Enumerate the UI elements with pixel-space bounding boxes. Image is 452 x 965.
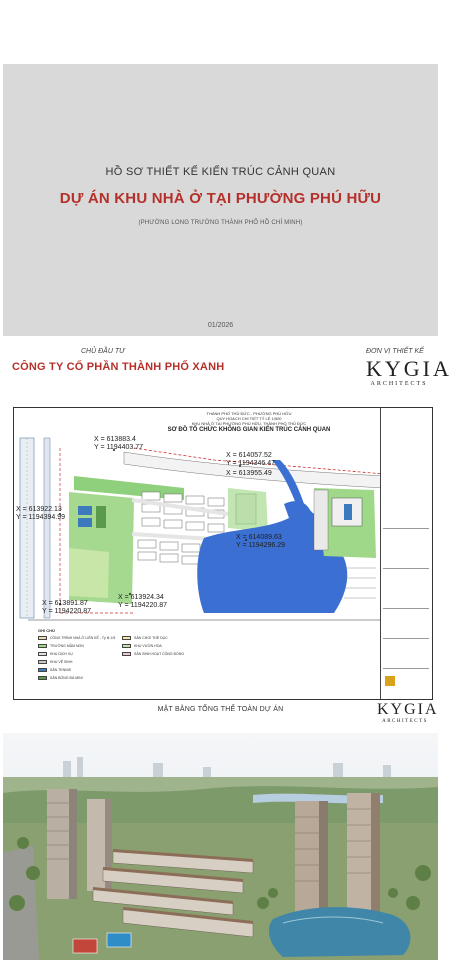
cover-date: 01/2026 [207,322,234,329]
legend-item: SÂN TENNIS [38,666,138,674]
designer-label: ĐƠN VỊ THIẾT KẾ [366,348,424,355]
legend-item: KHU VƯỜN HOA [122,642,222,650]
plan-sheet-header [134,411,364,434]
legend-item: CÔNG TRÌNH NHÀ Ở LIÊN KẾ - Tỷ lệ 1/5 [38,634,138,642]
aerial-render [3,733,438,960]
master-plan-drawing [13,407,433,700]
small-logo-icon [385,676,395,686]
aerial-render-image [3,733,438,960]
legend-item: TRƯỜNG MẦM NON [38,642,138,650]
logo-tagline: ARCHITECTS [370,381,428,387]
plan-caption: MẶT BẰNG TỔNG THỂ TOÀN DỰ ÁN [157,706,284,713]
coordinate-label: X = 613924.34 Y = 1194220.87 [118,594,167,609]
owner-name: CÔNG TY CỔ PHẦN THÀNH PHỐ XANH [12,361,225,373]
logo-tagline: ARCHITECTS [382,719,428,724]
owner-label: CHỦ ĐẦU TƯ [81,348,125,355]
project-title: DỰ ÁN KHU NHÀ Ở TẠI PHƯỜNG PHÚ HỮU [59,190,382,207]
plan-sheet-title: SƠ ĐỒ TỔ CHỨC KHÔNG GIAN KIẾN TRÚC CẢNH QUAN [167,427,331,433]
drawing-title-block [380,408,432,699]
coordinate-label: X = 613922.13 Y = 1194394.99 [16,506,65,521]
coordinate-label: X = 613891.87 Y = 1194220.87 [42,600,91,615]
kygia-logo [377,701,439,725]
legend-item: SÂN SINH HOẠT CỘNG ĐỒNG [122,650,222,658]
plan-header-line: QUY HOẠCH CHI TIẾT TỶ LỆ 1/500 [216,416,282,421]
cover-subtitle: HỒ SƠ THIẾT KẾ KIẾN TRÚC CẢNH QUAN [105,166,336,178]
coordinate-label: X = 613883.4 Y = 1194403.77 [94,436,143,451]
legend-item: SÂN BÓNG ĐÁ MINI [38,674,138,682]
cover-page [3,64,452,396]
legend-item: KHU DỊCH VỤ [38,650,138,658]
kygia-logo [366,356,452,388]
plan-header-line: THÀNH PHỐ THỦ ĐỨC - PHƯỜNG PHÚ HỮU [206,411,292,416]
coordinate-label: X = 614057.52 Y = 1194346.47 [226,452,275,467]
project-location: (PHƯỜNG LONG TRƯỜNG THÀNH PHỐ HỒ CHÍ MINH) [138,220,303,226]
legend-column [122,634,222,658]
master-plan-page [3,403,438,726]
plan-legend [38,628,238,680]
coordinate-label: X = 614089.63 Y = 1194296.29 [236,534,285,549]
logo-name: KYGIA [366,356,452,381]
coordinate-label: X = 613955.49 [226,470,272,477]
legend-title: GHI CHÚ [38,628,55,633]
legend-item: SÂN CHƠI THỂ DỤC [122,634,222,642]
logo-name: KYGIA [377,701,439,718]
plan-header-line: KHU NHÀ Ở TẠI PHƯỜNG PHÚ HỮU, THÀNH PHỐ THỦ ĐỨC [191,421,307,426]
legend-item: KHU VỆ SINH [38,658,138,666]
